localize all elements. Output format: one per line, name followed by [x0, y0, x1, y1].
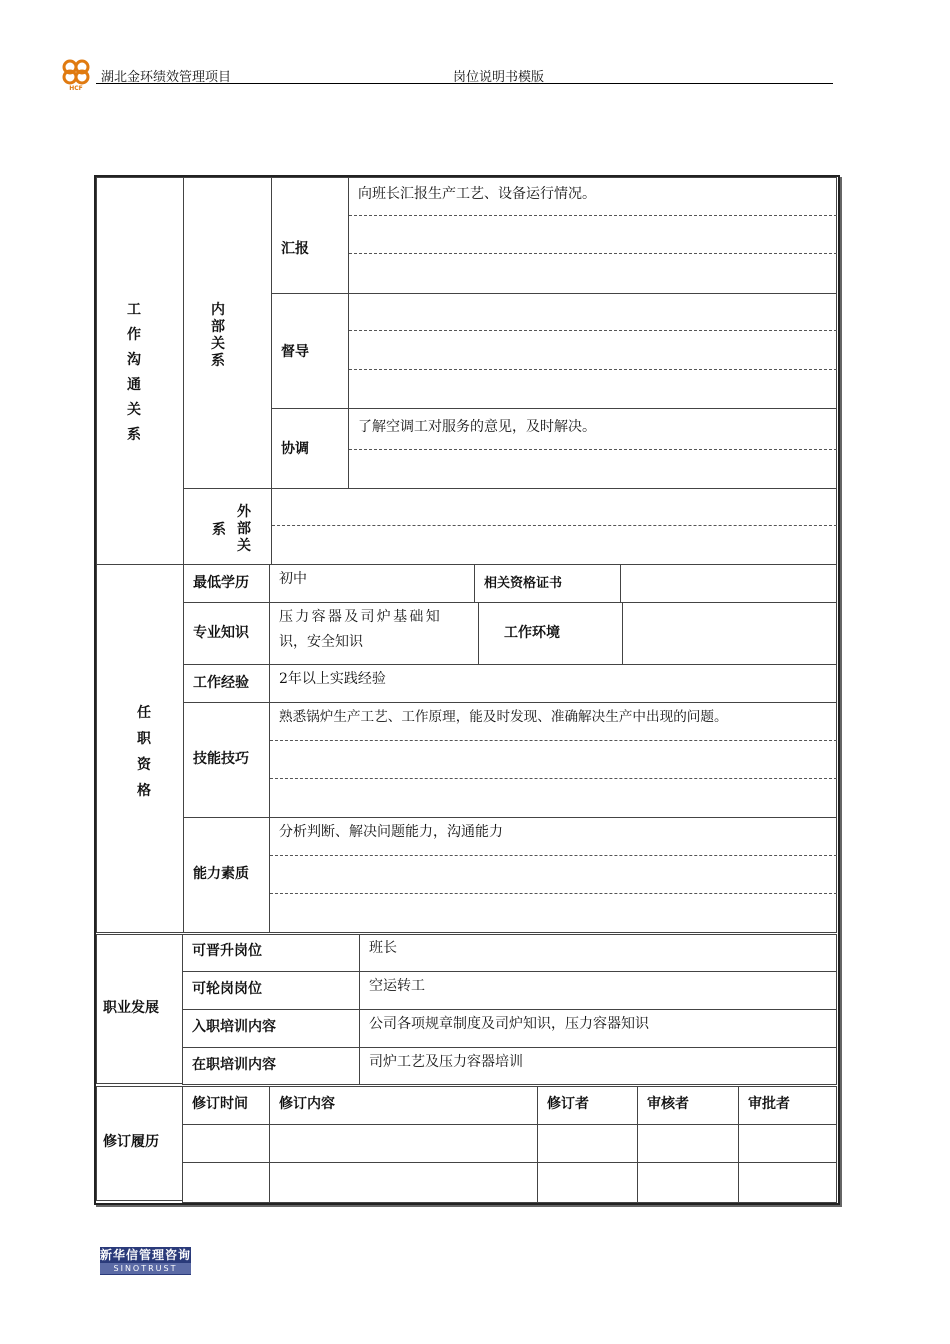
- header-divider: [96, 83, 833, 84]
- coordinate-text: 了解空调工对服务的意见，及时解决。: [358, 419, 596, 435]
- dashed-line: [349, 449, 837, 450]
- report-label-cell: [271, 177, 349, 294]
- revision-col-content: 修订内容: [279, 1096, 335, 1112]
- revision-section-title: 修订履历: [103, 1134, 159, 1150]
- dashed-line: [272, 525, 837, 526]
- environment-value-cell: [622, 602, 837, 665]
- revision-empty-cell: [269, 1124, 538, 1163]
- dashed-line: [349, 369, 837, 370]
- revision-empty-cell: [738, 1162, 837, 1203]
- revision-empty-cell: [637, 1162, 739, 1203]
- revision-col-time: 修订时间: [192, 1096, 248, 1112]
- skills-label: 技能技巧: [193, 751, 249, 767]
- revision-empty-cell: [182, 1124, 270, 1163]
- ability-label: 能力素质: [193, 866, 249, 882]
- environment-label: 工作环境: [504, 625, 560, 641]
- coordinate-label: 协调: [281, 441, 309, 457]
- supervise-content-cell: [348, 293, 837, 409]
- education-value: 初中: [279, 571, 307, 587]
- promotion-value-cell: [359, 934, 837, 972]
- inservice-value: 司炉工艺及压力容器培训: [369, 1054, 523, 1070]
- skills-value: 熟悉锅炉生产工艺、工作原理，能及时发现、准确解决生产中出现的问题。: [279, 709, 728, 725]
- sinotrust-logo-cn: 新华信管理咨询: [100, 1248, 192, 1262]
- sinotrust-logo: [100, 1247, 191, 1275]
- revision-col-reviser: 修订者: [547, 1096, 589, 1112]
- inservice-label: 在职培训内容: [192, 1057, 276, 1073]
- external-content-cell: [271, 488, 837, 565]
- internal-relation-label: 内部关系: [211, 302, 225, 369]
- external-relation-label-a: 外部关: [237, 504, 251, 554]
- rotation-value-cell: [359, 971, 837, 1010]
- internal-relation-cell: [183, 177, 272, 489]
- revision-empty-cell: [537, 1162, 638, 1203]
- rotation-label: 可轮岗岗位: [192, 981, 262, 997]
- knowledge-value-line2: 识，安全知识: [279, 634, 363, 650]
- revision-empty-cell: [269, 1162, 538, 1203]
- header-project-name: 湖北金环绩效管理项目: [101, 70, 232, 85]
- certificate-value-cell: [620, 564, 837, 603]
- revision-empty-cell: [637, 1124, 739, 1163]
- education-label: 最低学历: [193, 575, 249, 591]
- rotation-value: 空运转工: [369, 978, 425, 994]
- dashed-line: [349, 215, 837, 216]
- header-doc-title: 岗位说明书模版: [453, 70, 545, 85]
- knowledge-value-line1: 压力容器及司炉基础知: [279, 609, 442, 625]
- dashed-line: [349, 330, 837, 331]
- promotion-label: 可晋升岗位: [192, 943, 262, 959]
- promotion-value: 班长: [369, 940, 397, 956]
- revision-col-approver: 审批者: [748, 1096, 790, 1112]
- dashed-line: [270, 778, 837, 779]
- hcf-logo-icon: [58, 55, 94, 91]
- external-relation-label-b: 系: [212, 522, 226, 538]
- dashed-line: [270, 855, 837, 856]
- revision-empty-cell: [537, 1124, 638, 1163]
- svg-text:HCF: HCF: [69, 85, 83, 91]
- onboard-label: 入职培训内容: [192, 1019, 276, 1035]
- knowledge-label: 专业知识: [193, 625, 249, 641]
- certificate-label: 相关资格证书: [484, 576, 563, 591]
- ability-value: 分析判断、解决问题能力，沟通能力: [279, 824, 503, 840]
- revision-col-reviewer: 审核者: [647, 1096, 689, 1112]
- revision-empty-cell: [182, 1162, 270, 1203]
- experience-value: 2年以上实践经验: [279, 671, 386, 687]
- dashed-line: [270, 893, 837, 894]
- experience-label: 工作经验: [193, 675, 249, 691]
- qualification-section-title: 任职资格: [137, 705, 151, 799]
- onboard-value: 公司各项规章制度及司炉知识，压力容器知识: [369, 1016, 649, 1032]
- dashed-line: [270, 740, 837, 741]
- communication-section-title: 工作沟通关系: [127, 302, 141, 443]
- revision-empty-cell: [738, 1124, 837, 1163]
- report-label: 汇报: [281, 241, 309, 257]
- report-text: 向班长汇报生产工艺、设备运行情况。: [358, 186, 596, 202]
- dashed-line: [349, 253, 837, 254]
- career-section-title: 职业发展: [103, 1000, 159, 1016]
- sinotrust-logo-en: SINOTRUST: [100, 1263, 191, 1274]
- supervise-label: 督导: [281, 344, 309, 360]
